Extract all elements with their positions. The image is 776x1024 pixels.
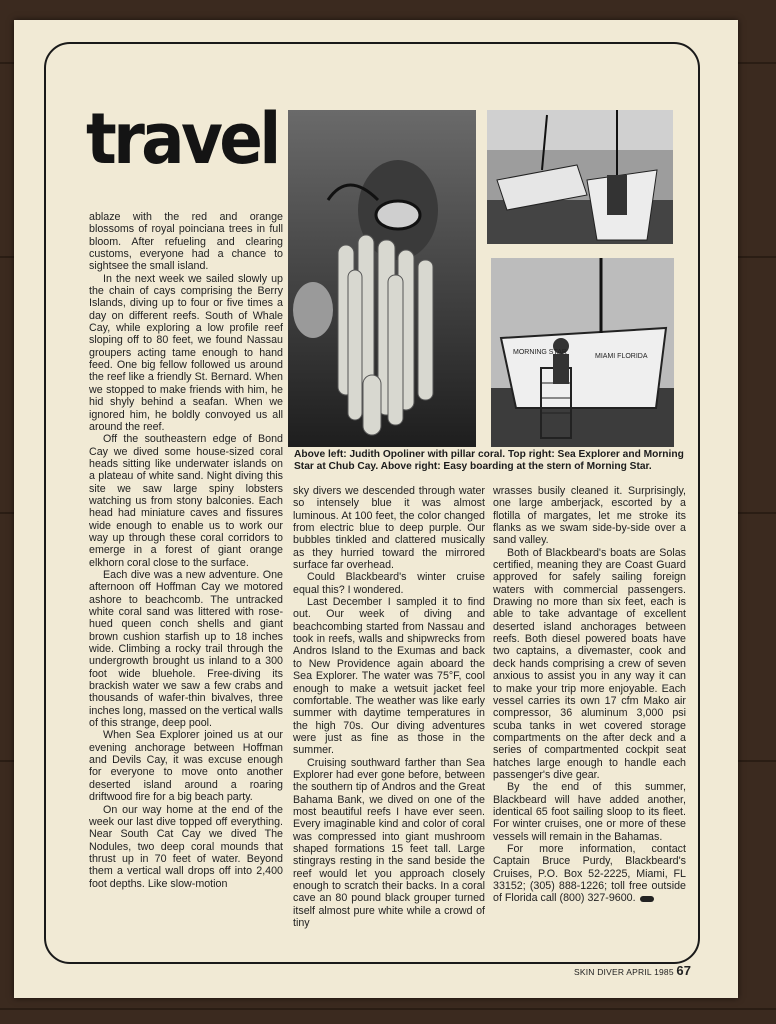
photo-diver-pillar-coral xyxy=(288,110,476,447)
paragraph: Both of Blackbeard's boats are Solas certified, meaning they are Coast Guard approved for safely sailing foreign waters with commercial passengers. Drawing no more than six feet, each is able to take advantage of excellent deserted island anchorages between reefs. Both diesel powered boats have two captains, a divemaster, cook and deck hands comprising a crew of seven anxious to assist you in any way it can to make your trip more enjoyable. Each vessel carries its own 17 cfm Mako air compressor, 36 aluminum 3,000 psi scuba tanks in wet covered storage compartments on the after deck and a series of compartmented cockpit seat hatches large enough to handle each passenger's dive gear. xyxy=(493,546,686,781)
paragraph: Cruising southward farther than Sea Explorer had ever gone before, between the southern tip of Andros and the Great Bahama Bank, we dived on one of the most beautiful reefs I have ever seen. Every imaginable kind and color of coral was compressed into giant mushroom shaped formations 15 feet tall. Large stingrays resting in the sand beside the reef would let you approach closely enough to scratch their backs. In a coral cave an 80 pound black grouper turned itself almost pure white while a crowd of tiny xyxy=(293,756,485,930)
paragraph: When Sea Explorer joined us at our evening anchorage between Hoffman and Devils Cay, it was excuse enough for everyone to move onto another deserted island around a roaring driftwood fire for a big beach party. xyxy=(89,729,283,804)
photo-sailboats-chub-cay xyxy=(487,110,673,244)
paragraph: In the next week we sailed slowly up the chain of cays comprising the Berry Islands, diving up to four or five times a day on different reefs. South of Whale Cay, while exploring a low profile reef sloping off to 80 feet, we found Nassau groupers acting tame enough to hand feed. One big fellow followed us around the reef like a friendly St. Bernard. When we stopped to make friends with him, he hid shyly behind a seafan. When we ignored him, he boldly convoyed us all around the reef. xyxy=(89,272,283,433)
paragraph: Each dive was a new adventure. One afternoon off Hoffman Cay we motored ashore to beachcomb. The untracked white coral sand was littered with rose-hued queen conch shells and giant brown cushion starfish up to 18 inches wide. Climbing a rocky trail through the undergrowth brought us inland to a 300 foot wide bluehole. Free-diving its brackish water we saw a few crabs and thousands of wafer-thin bivalves, three inches long, massed on the vertical walls of this strange, deep pool. xyxy=(89,568,283,730)
photo-boarding-morning-star xyxy=(491,258,674,447)
photo-caption: Above left: Judith Opoliner with pillar coral. Top right: Sea Explorer and Morning Star at Chub Cay. Above right: Easy boarding at the stern of Morning Star. xyxy=(294,449,684,473)
paragraph: Could Blackbeard's winter cruise equal this? I wondered. xyxy=(293,571,485,596)
paragraph: Off the southeastern edge of Bond Cay we dived some house-sized coral heads sitting like underwater islands on a plateau of white sand. Night diving this site we saw large spiny lobsters watching us from stony balconies. Each head had miniature caves and fissures wide enough to enable us to work our way up through these coral corridors to emerge in a forest of giant orange elkhorn coral close to the surface. xyxy=(89,433,283,569)
paragraph: ablaze with the red and orange blossoms of royal poinciana trees in full bloom. After refueling and clearing customs, everyone had a chance to sightsee the small island. xyxy=(89,211,283,273)
paragraph: Last December I sampled it to find out. Our week of diving and beachcombing started from Nassau and took in reefs, walls and shipwrecks from Andros Island to the Exumas and back to New Providence again aboard the Sea Explorer. The water was 75°F, cool enough to make a wetsuit jacket feel comfortable. The weather was like early summer with daytime temperatures in the high 70s. Our diving adventures were just as fine as those in the summer. xyxy=(293,596,485,757)
paragraph-contact xyxy=(493,843,686,905)
paragraph: wrasses busily cleaned it. Surprisingly, one large amberjack, escorted by a flotilla of margates, let me stroke its flanks as we swam side-by-side over a sand valley. xyxy=(493,485,686,547)
paragraph: By the end of this summer, Blackbeard will have added another, identical 65 foot sailing sloop to its fleet. For winter cruises, one or more of these vessels will remain in the Bahamas. xyxy=(493,781,686,843)
section-title: travel xyxy=(86,98,278,180)
article-column-2 xyxy=(293,485,485,929)
article-column-3 xyxy=(493,485,686,905)
contact-text: For more information, contact Captain Bruce Purdy, Blackbeard's Cruises, P.O. Box 52-2225, Miami, FL 33152; (305) 888-1226; toll free outside of Florida call (800) 327-9600. xyxy=(493,842,686,905)
magazine-issue: SKIN DIVER APRIL 1985 xyxy=(574,967,674,977)
article-column-1 xyxy=(89,211,283,890)
end-mark-icon xyxy=(640,896,654,902)
paragraph: On our way home at the end of the week our last dive topped off everything. Near South Cat Cay we dived The Nodules, two deep coral mounds that thrust up in 70 feet of water. Beyond them a vertical wall drops off into 2,400 foot depths. Like slow-motion xyxy=(89,803,283,890)
paragraph: sky divers we descended through water so intensely blue it was almost luminous. At 100 feet, the color changed from electric blue to deep purple. Our bubbles tinkled and clattered musically as they hurried toward the mirrored surface far overhead. xyxy=(293,485,485,572)
page-footer xyxy=(574,963,691,978)
page-number: 67 xyxy=(676,963,692,978)
stern-lettering-morning-star: MORNING STAR xyxy=(513,349,567,356)
stern-lettering-miami-florida: MIAMI FLORIDA xyxy=(595,353,648,360)
